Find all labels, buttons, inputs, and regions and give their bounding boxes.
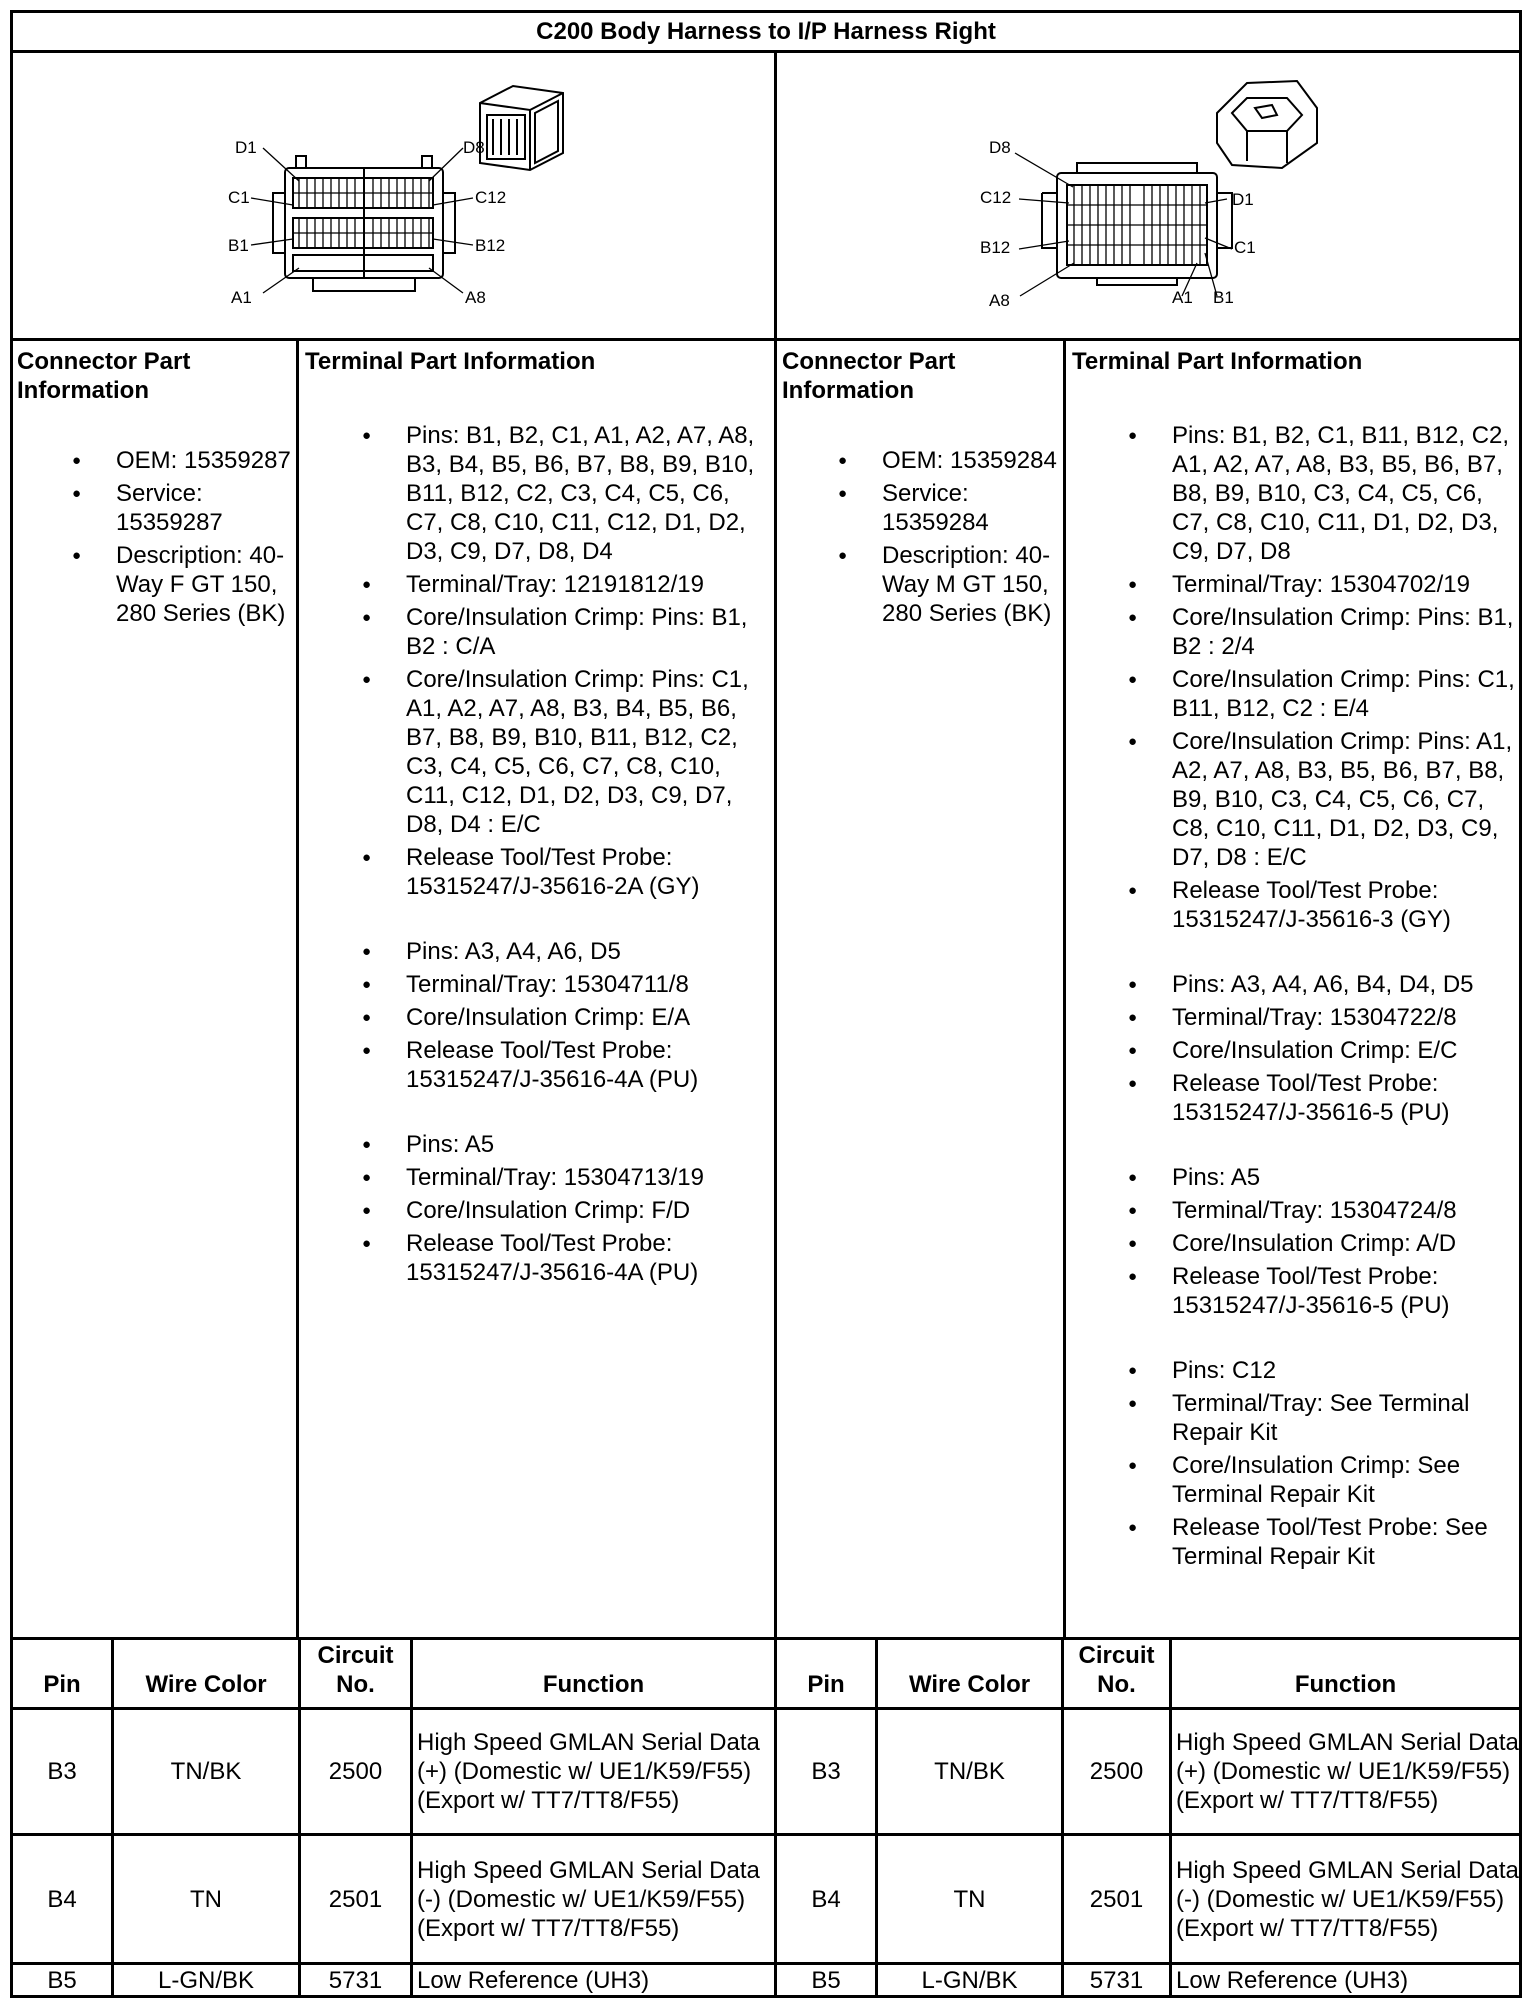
list-item: ● Pins: A5: [1124, 1163, 1519, 1192]
left-label-8: A8: [465, 288, 486, 307]
col-header-wire-color: Wire Color: [145, 1671, 267, 1698]
right-terminal-list: [1124, 421, 1519, 1575]
list-item: ● Pins: A3, A4, A6, D5: [358, 937, 768, 966]
right-label-4: B12: [980, 238, 1011, 257]
rule-left-info: [296, 338, 299, 1637]
right-label-5: C1: [1234, 238, 1256, 257]
cell-function: High Speed GMLAN Serial Data (+) (Domestic w/ UE1/K59/F55) (Export w/ TT7/TT8/F55): [417, 1729, 760, 1814]
cell-circuit: 2501: [328, 1885, 383, 1913]
cell-pin: B4: [811, 1885, 841, 1913]
cell-function: High Speed GMLAN Serial Data (+) (Domestic w/ UE1/K59/F55) (Export w/ TT7/TT8/F55): [1176, 1729, 1519, 1814]
cell-circuit: 2500: [328, 1758, 383, 1785]
right-label-6: A8: [989, 291, 1010, 310]
list-item: ● Pins: A5: [358, 1130, 768, 1159]
list-item: ● Core/Insulation Crimp: See Terminal Repair Kit: [1124, 1451, 1519, 1509]
list-item: ● Core/Insulation Crimp: Pins: B1, B2 : 2/4: [1124, 603, 1519, 661]
list-item: ● Terminal/Tray: See Terminal Repair Kit: [1124, 1389, 1519, 1447]
list-item: ● Terminal/Tray: 15304722/8: [1124, 1003, 1519, 1032]
page-title: C200 Body Harness to I/P Harness Right: [536, 17, 996, 45]
left-label-7: A1: [231, 288, 252, 307]
col-header-pin: Pin: [807, 1671, 845, 1698]
col-header-circuit: Circuit No.: [317, 1642, 394, 1698]
cell-wire-color: L-GN/BK: [921, 1966, 1018, 1994]
list-item: ● Pins: B1, B2, C1, A1, A2, A7, A8, B3, B4, B5, B6, B7, B8, B9, B10, B11, B12, C2, C3, C4, C5, C6, C7, C8, C10, C11, C12, D1, D2, D3, C9, D7, D8, D4: [358, 421, 768, 566]
list-item: ● Terminal/Tray: 15304702/19: [1124, 570, 1519, 599]
list-item: ● Release Tool/Test Probe: 15315247/J-35616-4A (PU): [358, 1229, 768, 1287]
left-connector-image: [13, 53, 774, 338]
list-item: ● OEM: 15359287: [68, 446, 296, 475]
right-label-8: B1: [1213, 288, 1234, 307]
list-item: ● Description: 40-Way M GT 150, 280 Series (BK): [834, 541, 1062, 628]
col-header-circuit: Circuit No.: [1078, 1642, 1155, 1698]
list-item: ● Terminal/Tray: 15304711/8: [358, 970, 768, 999]
cell-circuit: 5731: [328, 1966, 383, 1994]
right-connector-list: [834, 446, 1062, 632]
col-header-function: Function: [1294, 1671, 1397, 1698]
cell-pin: B3: [811, 1758, 841, 1785]
right-label-1: D8: [989, 138, 1011, 157]
cell-pin: B4: [47, 1885, 77, 1913]
cell-wire-color: TN: [953, 1885, 986, 1913]
cell-wire-color: TN: [190, 1885, 222, 1913]
cell-pin: B3: [47, 1758, 77, 1785]
list-item: ● Description: 40-Way F GT 150, 280 Series (BK): [68, 541, 296, 628]
left-label-5: B1: [228, 236, 249, 255]
left-label-1: D1: [235, 138, 257, 157]
list-item: ● Core/Insulation Crimp: Pins: B1, B2 : C/A: [358, 603, 768, 661]
left-terminal-list: [358, 421, 768, 1291]
cell-circuit: 5731: [1089, 1966, 1144, 1994]
cell-wire-color: TN/BK: [934, 1758, 1005, 1785]
list-item: ● Core/Insulation Crimp: E/C: [1124, 1036, 1519, 1065]
list-item: ● Release Tool/Test Probe: See Terminal Repair Kit: [1124, 1513, 1519, 1571]
cell-function: High Speed GMLAN Serial Data (-) (Domestic w/ UE1/K59/F55) (Export w/ TT7/TT8/F55): [1176, 1856, 1519, 1942]
left-label-4: C12: [475, 188, 507, 207]
left-label-2: D8: [463, 138, 485, 157]
list-item: ● Release Tool/Test Probe: 15315247/J-35616-3 (GY): [1124, 876, 1519, 934]
list-item: ● Release Tool/Test Probe: 15315247/J-35616-5 (PU): [1124, 1069, 1519, 1127]
col-header-function: Function: [542, 1671, 645, 1698]
list-item: ● Core/Insulation Crimp: F/D: [358, 1196, 768, 1225]
list-item: ● Core/Insulation Crimp: E/A: [358, 1003, 768, 1032]
cell-wire-color: L-GN/BK: [157, 1966, 255, 1994]
right-label-3: D1: [1232, 190, 1254, 209]
left-connector-list: [68, 446, 296, 632]
list-item: ● Release Tool/Test Probe: 15315247/J-35616-5 (PU): [1124, 1262, 1519, 1320]
left-label-3: C1: [228, 188, 250, 207]
right-connector-header: Connector Part Information: [782, 348, 956, 404]
col-header-pin: Pin: [43, 1671, 81, 1698]
list-item: ● Pins: A3, A4, A6, B4, D4, D5: [1124, 970, 1519, 999]
right-label-7: A1: [1172, 288, 1193, 307]
right-connector-image: [777, 53, 1522, 338]
list-item: ● Terminal/Tray: 15304713/19: [358, 1163, 768, 1192]
cell-function: High Speed GMLAN Serial Data (-) (Domestic w/ UE1/K59/F55) (Export w/ TT7/TT8/F55): [417, 1856, 760, 1942]
cell-circuit: 2501: [1089, 1885, 1144, 1913]
col-header-wire-color: Wire Color: [908, 1671, 1031, 1698]
cell-pin: B5: [47, 1966, 77, 1994]
list-item: ● Release Tool/Test Probe: 15315247/J-35616-4A (PU): [358, 1036, 768, 1094]
list-item: ● Core/Insulation Crimp: Pins: A1, A2, A7, A8, B3, B5, B6, B7, B8, B9, B10, C3, C4, C5, C6, C7, C8, C10, C11, D1, D2, D3, C9, D7, D8 : E/C: [1124, 727, 1519, 872]
list-item: ● Pins: B1, B2, C1, B11, B12, C2, A1, A2, A7, A8, B3, B5, B6, B7, B8, B9, B10, C3, C4, C5, C6, C7, C8, C10, C11, D1, D2, D3, C9, D7, D8: [1124, 421, 1519, 566]
left-terminal-header: Terminal Part Information: [305, 348, 596, 375]
list-item: ● Terminal/Tray: 12191812/19: [358, 570, 768, 599]
list-item: ● Core/Insulation Crimp: Pins: C1, A1, A2, A7, A8, B3, B4, B5, B6, B7, B8, B9, B10, B11, B12, C2, C3, C4, C5, C6, C7, C8, C10, C11, C12, D1, D2, D3, C9, D7, D8, D4 : E/C: [358, 665, 768, 839]
cell-wire-color: TN/BK: [170, 1758, 242, 1785]
left-label-6: B12: [475, 236, 506, 255]
left-connector-header: Connector Part Information: [17, 348, 191, 404]
list-item: ● Service: 15359284: [834, 479, 1062, 537]
right-label-2: C12: [980, 188, 1012, 207]
cell-pin: B5: [811, 1966, 841, 1994]
cell-circuit: 2500: [1089, 1758, 1144, 1785]
list-item: ● Pins: C12: [1124, 1356, 1519, 1385]
rule-right-info: [1063, 338, 1066, 1637]
list-item: ● Core/Insulation Crimp: Pins: C1, B11, B12, C2 : E/4: [1124, 665, 1519, 723]
right-terminal-header: Terminal Part Information: [1072, 348, 1363, 375]
cell-function: Low Reference (UH3): [1176, 1966, 1409, 1994]
list-item: ● OEM: 15359284: [834, 446, 1062, 475]
rule-image: [10, 338, 1522, 341]
list-item: ● Service: 15359287: [68, 479, 296, 537]
list-item: ● Terminal/Tray: 15304724/8: [1124, 1196, 1519, 1225]
cell-function: Low Reference (UH3): [417, 1966, 650, 1994]
list-item: ● Core/Insulation Crimp: A/D: [1124, 1229, 1519, 1258]
list-item: ● Release Tool/Test Probe: 15315247/J-35616-2A (GY): [358, 843, 768, 901]
